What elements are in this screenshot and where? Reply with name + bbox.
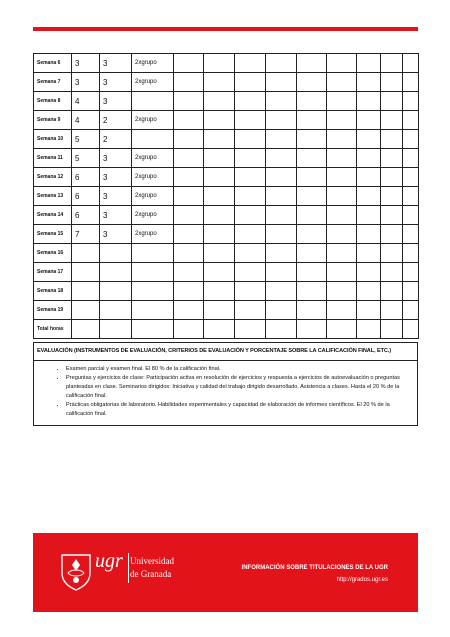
table-row <box>34 168 419 187</box>
empty-cell <box>235 73 266 92</box>
empty-cell <box>204 111 235 130</box>
empty-cell <box>357 73 381 92</box>
empty-cell <box>381 168 403 187</box>
hours-cell: 3 <box>100 73 132 92</box>
empty-cell <box>381 301 403 320</box>
week-label: Semana 8 <box>34 92 72 111</box>
group-cell: 2xgrupo <box>132 187 174 206</box>
hours-cell <box>100 263 132 282</box>
hours-cell: 3 <box>72 54 100 73</box>
hours-cell: 5 <box>72 130 100 149</box>
hours-cell <box>100 301 132 320</box>
week-label: Semana 17 <box>34 263 72 282</box>
top-red-bar <box>33 27 418 31</box>
empty-cell <box>266 301 297 320</box>
empty-cell <box>381 263 403 282</box>
table-row <box>34 282 419 301</box>
empty-cell <box>235 187 266 206</box>
hours-cell: 3 <box>100 225 132 244</box>
table-row <box>34 111 419 130</box>
empty-cell <box>174 244 204 263</box>
empty-cell <box>235 282 266 301</box>
empty-cell <box>403 54 419 73</box>
empty-cell <box>403 92 419 111</box>
empty-cell <box>235 206 266 225</box>
hours-cell: 3 <box>100 168 132 187</box>
empty-cell <box>327 187 357 206</box>
empty-cell <box>204 92 235 111</box>
empty-cell <box>297 206 327 225</box>
hours-cell <box>72 282 100 301</box>
group-cell: 2xgrupo <box>132 73 174 92</box>
hours-cell <box>72 244 100 263</box>
empty-cell <box>235 320 266 339</box>
empty-cell <box>357 263 381 282</box>
hours-cell: 3 <box>72 73 100 92</box>
empty-cell <box>357 187 381 206</box>
hours-cell: 2 <box>100 130 132 149</box>
group-cell: 2xgrupo <box>132 149 174 168</box>
week-label: Semana 15 <box>34 225 72 244</box>
hours-cell <box>72 301 100 320</box>
empty-cell <box>174 282 204 301</box>
table-row <box>34 73 419 92</box>
empty-cell <box>357 130 381 149</box>
group-cell: 2xgrupo <box>132 54 174 73</box>
info-link[interactable]: http://grados.ugr.es <box>336 577 388 583</box>
table-row <box>34 149 419 168</box>
empty-cell <box>235 92 266 111</box>
empty-cell <box>403 282 419 301</box>
empty-cell <box>381 92 403 111</box>
university-name <box>130 555 174 581</box>
empty-cell <box>327 149 357 168</box>
empty-cell <box>297 263 327 282</box>
empty-cell <box>327 206 357 225</box>
empty-cell <box>297 168 327 187</box>
empty-cell <box>204 73 235 92</box>
hours-cell <box>100 282 132 301</box>
empty-cell <box>204 320 235 339</box>
hours-cell: 4 <box>72 111 100 130</box>
empty-cell <box>297 73 327 92</box>
empty-cell <box>204 282 235 301</box>
empty-cell <box>266 149 297 168</box>
empty-cell <box>266 130 297 149</box>
empty-cell <box>266 187 297 206</box>
empty-cell <box>204 149 235 168</box>
empty-cell <box>235 301 266 320</box>
empty-cell <box>204 187 235 206</box>
empty-cell <box>327 130 357 149</box>
empty-cell <box>381 187 403 206</box>
empty-cell <box>235 244 266 263</box>
week-label: Total horas <box>34 320 72 339</box>
empty-cell <box>381 320 403 339</box>
info-block <box>242 562 388 586</box>
info-title: INFORMACIÓN SOBRE TITULACIONES DE LA UGR <box>241 565 388 571</box>
empty-cell <box>381 206 403 225</box>
empty-cell <box>403 149 419 168</box>
table-row <box>34 206 419 225</box>
hours-cell: 5 <box>72 149 100 168</box>
empty-cell <box>381 73 403 92</box>
empty-cell <box>174 206 204 225</box>
empty-cell <box>357 320 381 339</box>
hours-cell: 3 <box>100 149 132 168</box>
empty-cell <box>327 301 357 320</box>
university-name-line2: de Granada <box>130 569 172 579</box>
week-label: Semana 13 <box>34 187 72 206</box>
empty-cell <box>235 130 266 149</box>
empty-cell <box>357 206 381 225</box>
empty-cell <box>266 92 297 111</box>
empty-cell <box>357 301 381 320</box>
table-row <box>34 92 419 111</box>
empty-cell <box>297 225 327 244</box>
empty-cell <box>204 244 235 263</box>
table-row <box>34 187 419 206</box>
hours-cell: 6 <box>72 168 100 187</box>
empty-cell <box>266 244 297 263</box>
week-label: Semana 9 <box>34 111 72 130</box>
empty-cell <box>297 92 327 111</box>
empty-cell <box>381 54 403 73</box>
empty-cell <box>266 320 297 339</box>
empty-cell <box>381 149 403 168</box>
empty-cell <box>297 111 327 130</box>
empty-cell <box>327 244 357 263</box>
empty-cell <box>174 54 204 73</box>
empty-cell <box>266 73 297 92</box>
empty-cell <box>204 130 235 149</box>
empty-cell <box>357 244 381 263</box>
evaluation-title: EVALUACIÓN (INSTRUMENTOS DE EVALUACIÓN, CRITERIOS DE EVALUACIÓN Y PORCENTAJE SOBRE LA CALIFICACIÓN FINAL, ETC.) <box>34 343 417 361</box>
week-label: Semana 6 <box>34 54 72 73</box>
empty-cell <box>327 168 357 187</box>
table-row <box>34 244 419 263</box>
evaluation-item: • Examen parcial y examen final. El 80 % de la calificación final. <box>66 365 411 374</box>
group-cell <box>132 244 174 263</box>
empty-cell <box>327 54 357 73</box>
group-cell: 2xgrupo <box>132 111 174 130</box>
empty-cell <box>174 168 204 187</box>
empty-cell <box>403 263 419 282</box>
hours-cell: 3 <box>100 92 132 111</box>
table-row <box>34 301 419 320</box>
empty-cell <box>297 282 327 301</box>
footer-banner <box>33 533 418 612</box>
empty-cell <box>174 301 204 320</box>
empty-cell <box>403 206 419 225</box>
table-row <box>34 225 419 244</box>
empty-cell <box>327 111 357 130</box>
empty-cell <box>235 149 266 168</box>
logo-divider <box>128 553 129 583</box>
empty-cell <box>204 168 235 187</box>
empty-cell <box>327 92 357 111</box>
empty-cell <box>381 244 403 263</box>
hours-cell: 2 <box>100 111 132 130</box>
empty-cell <box>204 225 235 244</box>
week-label: Semana 12 <box>34 168 72 187</box>
table-row <box>34 54 419 73</box>
empty-cell <box>403 73 419 92</box>
group-cell: 2xgrupo <box>132 206 174 225</box>
empty-cell <box>266 225 297 244</box>
empty-cell <box>357 225 381 244</box>
empty-cell <box>381 282 403 301</box>
group-cell <box>132 301 174 320</box>
hours-cell: 3 <box>100 187 132 206</box>
week-label: Semana 14 <box>34 206 72 225</box>
week-label: Semana 10 <box>34 130 72 149</box>
empty-cell <box>266 168 297 187</box>
empty-cell <box>403 111 419 130</box>
group-cell: 2xgrupo <box>132 225 174 244</box>
week-label: Semana 19 <box>34 301 72 320</box>
empty-cell <box>204 206 235 225</box>
evaluation-list <box>34 361 417 425</box>
empty-cell <box>327 320 357 339</box>
empty-cell <box>357 54 381 73</box>
empty-cell <box>174 263 204 282</box>
empty-cell <box>297 149 327 168</box>
evaluation-item: • Preguntas y ejercicios de clase: Participación activa en resolución de ejercicios y respuesta a ejercicios de autoevaluación o preguntas planteadas en clase. Seminarios dirigidos: Iniciativa y calidad del trabajo dirigido desarrollado. Asistencia a clases. Hasta el 20 % de la calificación final. <box>66 374 411 401</box>
hours-cell <box>100 244 132 263</box>
empty-cell <box>327 225 357 244</box>
empty-cell <box>174 225 204 244</box>
empty-cell <box>381 130 403 149</box>
hours-cell: 6 <box>72 206 100 225</box>
empty-cell <box>381 111 403 130</box>
group-cell: 2xgrupo <box>132 168 174 187</box>
empty-cell <box>357 92 381 111</box>
university-name-line1: Universidad <box>130 556 174 566</box>
empty-cell <box>266 54 297 73</box>
empty-cell <box>297 320 327 339</box>
hours-cell: 3 <box>100 54 132 73</box>
empty-cell <box>403 130 419 149</box>
evaluation-section <box>33 342 418 426</box>
empty-cell <box>381 225 403 244</box>
empty-cell <box>297 244 327 263</box>
empty-cell <box>327 263 357 282</box>
empty-cell <box>403 168 419 187</box>
empty-cell <box>403 301 419 320</box>
group-cell <box>132 92 174 111</box>
hours-cell: 6 <box>72 187 100 206</box>
hours-cell <box>100 320 132 339</box>
empty-cell <box>297 187 327 206</box>
week-label: Semana 7 <box>34 73 72 92</box>
group-cell <box>132 263 174 282</box>
hours-cell: 7 <box>72 225 100 244</box>
empty-cell <box>297 130 327 149</box>
hours-cell <box>72 263 100 282</box>
empty-cell <box>266 206 297 225</box>
group-cell <box>132 320 174 339</box>
table-row <box>34 130 419 149</box>
empty-cell <box>357 149 381 168</box>
empty-cell <box>403 320 419 339</box>
empty-cell <box>357 168 381 187</box>
empty-cell <box>357 282 381 301</box>
empty-cell <box>266 282 297 301</box>
empty-cell <box>174 187 204 206</box>
empty-cell <box>327 282 357 301</box>
empty-cell <box>266 111 297 130</box>
empty-cell <box>174 149 204 168</box>
empty-cell <box>174 130 204 149</box>
week-label: Semana 18 <box>34 282 72 301</box>
week-label: Semana 16 <box>34 244 72 263</box>
empty-cell <box>266 263 297 282</box>
ugr-logo-text: ugr <box>95 550 123 572</box>
evaluation-item: • Prácticas obligatorias de laboratorio. Habilidades experimentales y capacidad de elaboración de informes científicos. El 20 % de la calificación final. <box>66 401 411 419</box>
empty-cell <box>235 225 266 244</box>
empty-cell <box>174 111 204 130</box>
week-label: Semana 11 <box>34 149 72 168</box>
empty-cell <box>174 92 204 111</box>
empty-cell <box>235 54 266 73</box>
empty-cell <box>357 111 381 130</box>
empty-cell <box>327 73 357 92</box>
group-cell <box>132 282 174 301</box>
empty-cell <box>297 54 327 73</box>
empty-cell <box>174 320 204 339</box>
empty-cell <box>403 244 419 263</box>
hours-cell: 4 <box>72 92 100 111</box>
empty-cell <box>204 301 235 320</box>
empty-cell <box>204 263 235 282</box>
empty-cell <box>235 263 266 282</box>
empty-cell <box>403 225 419 244</box>
empty-cell <box>235 168 266 187</box>
table-row <box>34 263 419 282</box>
empty-cell <box>297 301 327 320</box>
hours-cell <box>72 320 100 339</box>
empty-cell <box>403 187 419 206</box>
empty-cell <box>235 111 266 130</box>
hours-cell: 3 <box>100 206 132 225</box>
table-row <box>34 320 419 339</box>
schedule-table <box>33 53 419 339</box>
university-seal-icon <box>59 551 93 591</box>
empty-cell <box>204 54 235 73</box>
empty-cell <box>174 73 204 92</box>
group-cell <box>132 130 174 149</box>
